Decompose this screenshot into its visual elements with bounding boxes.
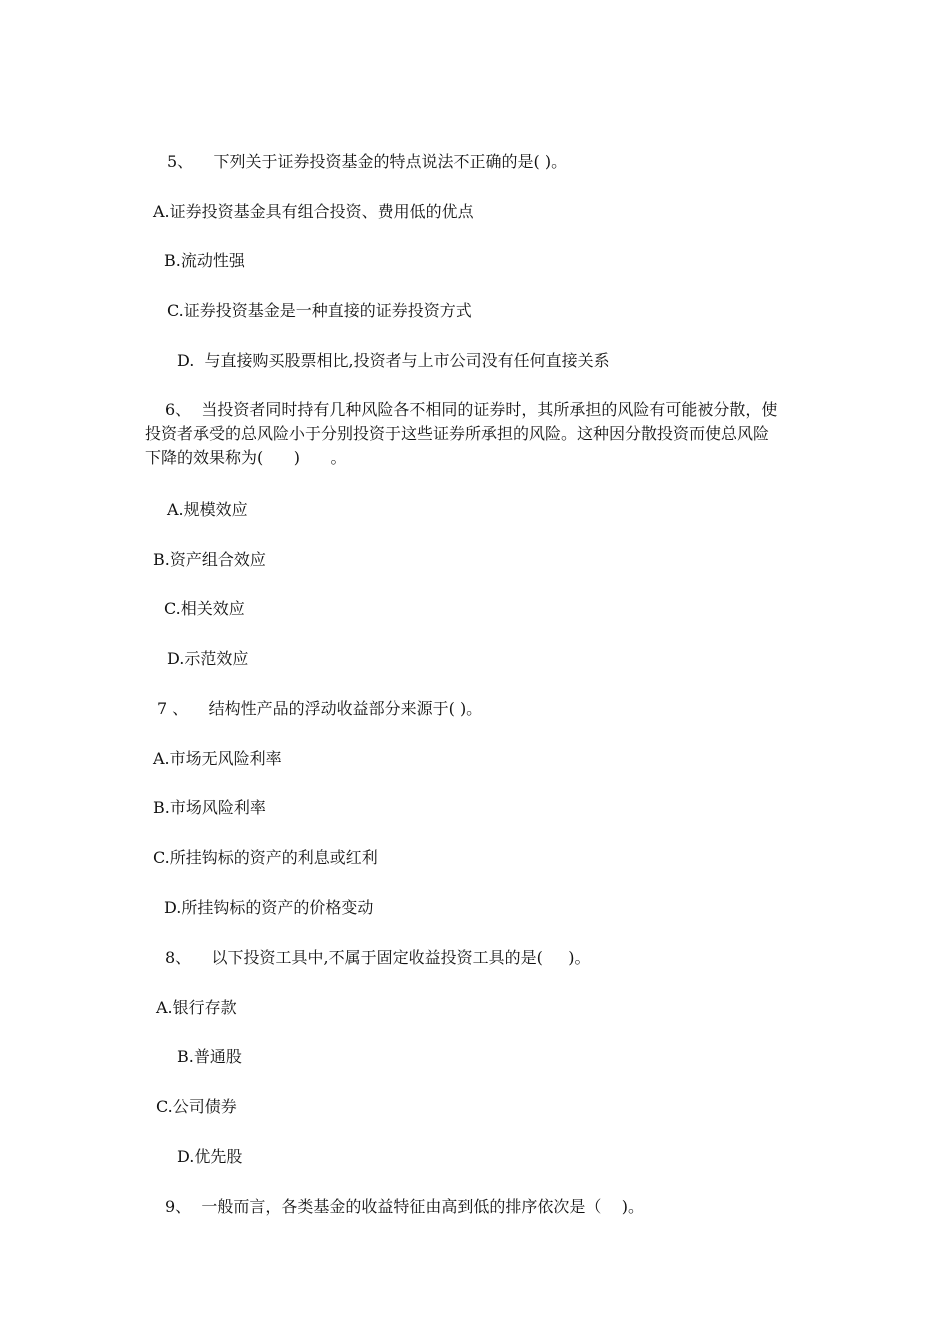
question-6-stem-line-2: 投资者承受的总风险小于分别投资于这些证券所承担的风险。这种因分散投资而使总风险 xyxy=(145,424,770,443)
question-8-option-d: D.优先股 xyxy=(177,1147,243,1166)
question-5-option-b: B.流动性强 xyxy=(164,251,245,270)
question-5-option-a: A.证券投资基金具有组合投资、费用低的优点 xyxy=(153,202,474,221)
question-6-stem-line-1: 6、 当投资者同时持有几种风险各不相同的证券时，其所承担的风险有可能被分散，使 xyxy=(165,400,778,419)
question-7-option-d: D.所挂钩标的资产的价格变动 xyxy=(164,898,374,917)
question-6-option-a: A.规模效应 xyxy=(167,500,248,519)
question-6-stem-line-3: 下降的效果称为( ) 。 xyxy=(145,448,347,467)
question-5-option-d: D. 与直接购买股票相比,投资者与上市公司没有任何直接关系 xyxy=(177,351,610,370)
question-8-option-a: A.银行存款 xyxy=(156,998,237,1017)
question-9-stem: 9、 一般而言，各类基金的收益特征由高到低的排序依次是（ )。 xyxy=(165,1197,644,1216)
question-6-option-b: B.资产组合效应 xyxy=(153,550,266,569)
question-5-stem: 5、 下列关于证券投资基金的特点说法不正确的是( )。 xyxy=(167,152,568,171)
question-6-option-d: D.示范效应 xyxy=(167,649,249,668)
question-7-option-c: C.所挂钩标的资产的利息或红利 xyxy=(153,848,378,867)
question-6-option-c: C.相关效应 xyxy=(164,599,245,618)
question-8-option-c: C.公司债券 xyxy=(156,1097,237,1116)
question-7-stem: 7 、 结构性产品的浮动收益部分来源于( )。 xyxy=(157,699,483,718)
question-6-stem xyxy=(145,398,810,470)
question-8-option-b: B.普通股 xyxy=(177,1047,242,1066)
question-7-option-b: B.市场风险利率 xyxy=(153,798,266,817)
question-8-stem: 8、 以下投资工具中,不属于固定收益投资工具的是( )。 xyxy=(165,948,591,967)
question-5-option-c: C.证券投资基金是一种直接的证券投资方式 xyxy=(167,301,472,320)
question-7-option-a: A.市场无风险利率 xyxy=(153,749,282,768)
